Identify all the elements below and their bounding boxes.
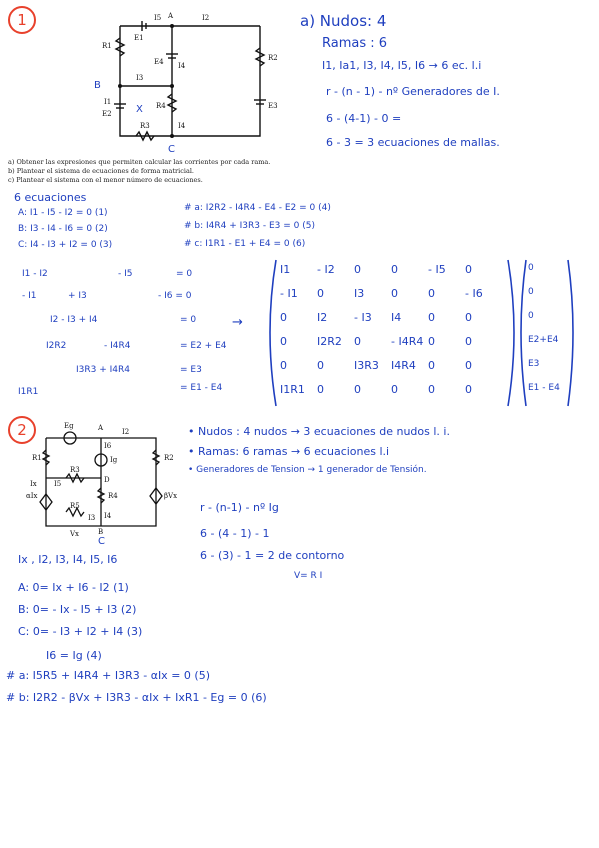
matrix-cell: I3R3 (354, 359, 379, 372)
p1-sys-row-4b: - I4R4 (104, 341, 131, 351)
matrix-cell: - I2 (317, 263, 335, 276)
c2-label-R2: R2 (164, 454, 174, 462)
p2-note-vri: V= R I (294, 571, 323, 581)
matrix-cell: 0 (428, 287, 435, 300)
matrix-cell: I3 (354, 287, 365, 300)
p1-sys-row-4a: I2R2 (46, 341, 67, 351)
c2-label-I6: I6 (104, 442, 112, 450)
matrix-cell: - I6 (465, 287, 483, 300)
problem-1-number: 1 (8, 6, 36, 34)
p1-note-calc1: 6 - (4-1) - 0 = (326, 112, 402, 125)
p1-sys-row-2a: - I1 (22, 291, 37, 301)
c1-label-R4: R4 (156, 102, 166, 110)
c2-label-dep1: αIx (26, 492, 38, 500)
c2-label-I2: I2 (122, 428, 130, 436)
matrix-cell: 0 (428, 311, 435, 324)
c1-label-A: A (168, 12, 174, 20)
p1-arrow: → (232, 315, 243, 330)
p2-note-ramas: • Ramas: 6 ramas → 6 ecuaciones l.i (188, 445, 390, 458)
matrix-cell: - I5 (428, 263, 446, 276)
circuit-2-diagram (26, 416, 196, 546)
matrix-cell: 0 (280, 359, 287, 372)
c2-label-dep2: βVx (164, 492, 178, 500)
c1-label-I4: I4 (178, 62, 186, 70)
matrix-cell: 0 (465, 359, 472, 372)
p2-eq-1: A: 0= Ix + I6 - I2 (1) (18, 581, 129, 594)
rhs-cell: 0 (528, 311, 534, 321)
rhs-cell: E1 - E4 (528, 383, 560, 393)
p2-eq-5: # a: I5R5 + I4R4 + I3R3 - αIx = 0 (5) (6, 669, 210, 682)
p1-sys-row-1a: I1 - I2 (22, 269, 48, 279)
problem-2-number: 2 (8, 416, 36, 444)
c2-node-D: D (104, 476, 110, 484)
matrix-cell: 0 (428, 359, 435, 372)
p2-unknowns: Ix , I2, I3, I4, I5, I6 (18, 553, 118, 566)
p1-note-nudos: a) Nudos: 4 (300, 12, 387, 30)
rhs-cell: 0 (528, 287, 534, 297)
question-b: b) Plantear el sistema de ecuaciones de forma matricial. (8, 167, 194, 175)
c1-mark-x: X (136, 104, 143, 115)
matrix-cell: - I4R4 (391, 335, 424, 348)
matrix-cell: 0 (354, 383, 361, 396)
matrix-cell: 0 (280, 335, 287, 348)
matrix-cell: 0 (280, 311, 287, 324)
p1-note-ramas: Ramas : 6 (322, 36, 388, 51)
p2-note-formula: r - (n-1) - nº Ig (200, 501, 279, 514)
p1-node-eq-1: A: I1 - I5 - I2 = 0 (1) (18, 208, 108, 218)
c2-node-C: C (98, 536, 105, 546)
p1-sys-row-5c: = E3 (180, 365, 202, 375)
c2-label-vx: Vx (70, 530, 80, 538)
matrix-cell: I1 (280, 263, 291, 276)
p1-mesh-eq-1: # a: I2R2 - I4R4 - E4 - E2 = 0 (4) (184, 203, 331, 213)
c2-label-Eg: Eg (64, 422, 74, 430)
p1-sys-row-6a: I1R1 (18, 387, 39, 397)
p2-eq-2: B: 0= - Ix - I5 + I3 (2) (18, 603, 137, 616)
p1-note-list: I1, Ia1, I3, I4, I5, I6 → 6 ec. l.i (322, 59, 482, 72)
p1-sys-row-4c: = E2 + E4 (180, 341, 227, 351)
p1-equations-heading: 6 ecuaciones (14, 191, 87, 204)
c1-label-I2: I2 (202, 14, 210, 22)
p2-note-calc2: 6 - (3) - 1 = 2 de contorno (200, 549, 345, 562)
c2-label-R3: R3 (70, 466, 80, 474)
matrix-cell: I4 (391, 311, 402, 324)
c2-label-I5: I5 (54, 480, 62, 488)
p1-sys-row-2b: + I3 (68, 291, 87, 301)
matrix-cell: I2R2 (317, 335, 342, 348)
matrix-cell: 0 (391, 383, 398, 396)
p1-note-calc2: 6 - 3 = 3 ecuaciones de mallas. (326, 136, 500, 149)
p2-note-nudos: • Nudos : 4 nudos → 3 ecuaciones de nudos l. i. (188, 425, 450, 438)
c1-label-R3: R3 (140, 122, 150, 130)
p1-sys-row-3a: I2 - I3 + I4 (50, 315, 98, 325)
matrix-cell: 0 (465, 311, 472, 324)
p1-node-eq-2: B: I3 - I4 - I6 = 0 (2) (18, 224, 108, 234)
c2-label-R5: R5 (70, 502, 80, 510)
matrix-cell: 0 (391, 263, 398, 276)
rhs-cell: E3 (528, 359, 540, 369)
c1-node-C: C (168, 144, 175, 155)
p2-eq-3: C: 0= - I3 + I2 + I4 (3) (18, 625, 143, 638)
matrix-cell: 0 (465, 263, 472, 276)
p1-sys-row-1b: - I5 (118, 269, 133, 279)
p1-note-formula: r - (n - 1) - nº Generadores de I. (326, 85, 500, 98)
c2-label-Ix: Ix (30, 480, 37, 488)
matrix-cell: - I3 (354, 311, 372, 324)
matrix-cell: I2 (317, 311, 328, 324)
c1-label-I6: I4 (178, 122, 186, 130)
rhs-cell: 0 (528, 263, 534, 273)
p1-sys-row-5a: I3R3 + I4R4 (76, 365, 130, 375)
c2-label-I4: I4 (104, 512, 112, 520)
matrix-cell: 0 (317, 383, 324, 396)
matrix-cell: I1R1 (280, 383, 305, 396)
c1-label-I3: I3 (136, 74, 144, 82)
matrix-cell: 0 (391, 287, 398, 300)
matrix-cell: 0 (428, 335, 435, 348)
p1-sys-row-1c: = 0 (176, 269, 193, 279)
matrix-cell: 0 (465, 335, 472, 348)
p2-eq-6: # b: I2R2 - βVx + I3R3 - αIx + IxR1 - Eg = 0 (6) (6, 691, 267, 704)
matrix-cell: 0 (317, 287, 324, 300)
matrix-cell: 0 (354, 335, 361, 348)
c1-label-E2: E2 (102, 110, 112, 118)
matrix-cell: 0 (465, 383, 472, 396)
matrix-cell: 0 (354, 263, 361, 276)
p2-eq-4: I6 = Ig (4) (46, 649, 102, 662)
p1-sys-row-3c: = 0 (180, 315, 197, 325)
matrix-cell: - I1 (280, 287, 298, 300)
c2-label-R4: R4 (108, 492, 118, 500)
c1-label-R1: R1 (102, 42, 112, 50)
c1-label-I5: I5 (154, 14, 162, 22)
question-c: c) Plantear el sistema con el menor número de ecuaciones. (8, 176, 203, 184)
p1-mesh-eq-2: # b: I4R4 + I3R3 - E3 = 0 (5) (184, 221, 315, 231)
p2-note-calc1: 6 - (4 - 1) - 1 (200, 527, 270, 540)
circuit-1-diagram (80, 8, 320, 158)
p1-sys-row-6c: = E1 - E4 (180, 383, 223, 393)
c2-label-Ig: Ig (110, 456, 118, 464)
p1-node-eq-3: C: I4 - I3 + I2 = 0 (3) (18, 240, 113, 250)
rhs-cell: E2+E4 (528, 335, 559, 345)
matrix-cell: 0 (317, 359, 324, 372)
c1-label-I1: I1 (104, 98, 112, 106)
c2-node-B: B (98, 528, 104, 536)
c1-label-E4: E4 (154, 58, 164, 66)
matrix-cell: I4R4 (391, 359, 416, 372)
p2-note-gen: • Generadores de Tension → 1 generador de Tensión. (188, 465, 427, 475)
question-a: a) Obtener las expresiones que permiten calcular las corrientes por cada rama. (8, 158, 271, 166)
p1-mesh-eq-3: # c: I1R1 - E1 + E4 = 0 (6) (184, 239, 306, 249)
c1-label-E3: E3 (268, 102, 278, 110)
c2-label-I3: I3 (88, 514, 96, 522)
p1-sys-row-2c: - I6 = 0 (158, 291, 192, 301)
c1-node-B: B (94, 80, 101, 91)
matrix-cell: 0 (428, 383, 435, 396)
c2-label-A: A (98, 424, 104, 432)
c1-label-E1: E1 (134, 34, 144, 42)
c1-label-R2: R2 (268, 54, 278, 62)
c2-label-R1: R1 (32, 454, 42, 462)
